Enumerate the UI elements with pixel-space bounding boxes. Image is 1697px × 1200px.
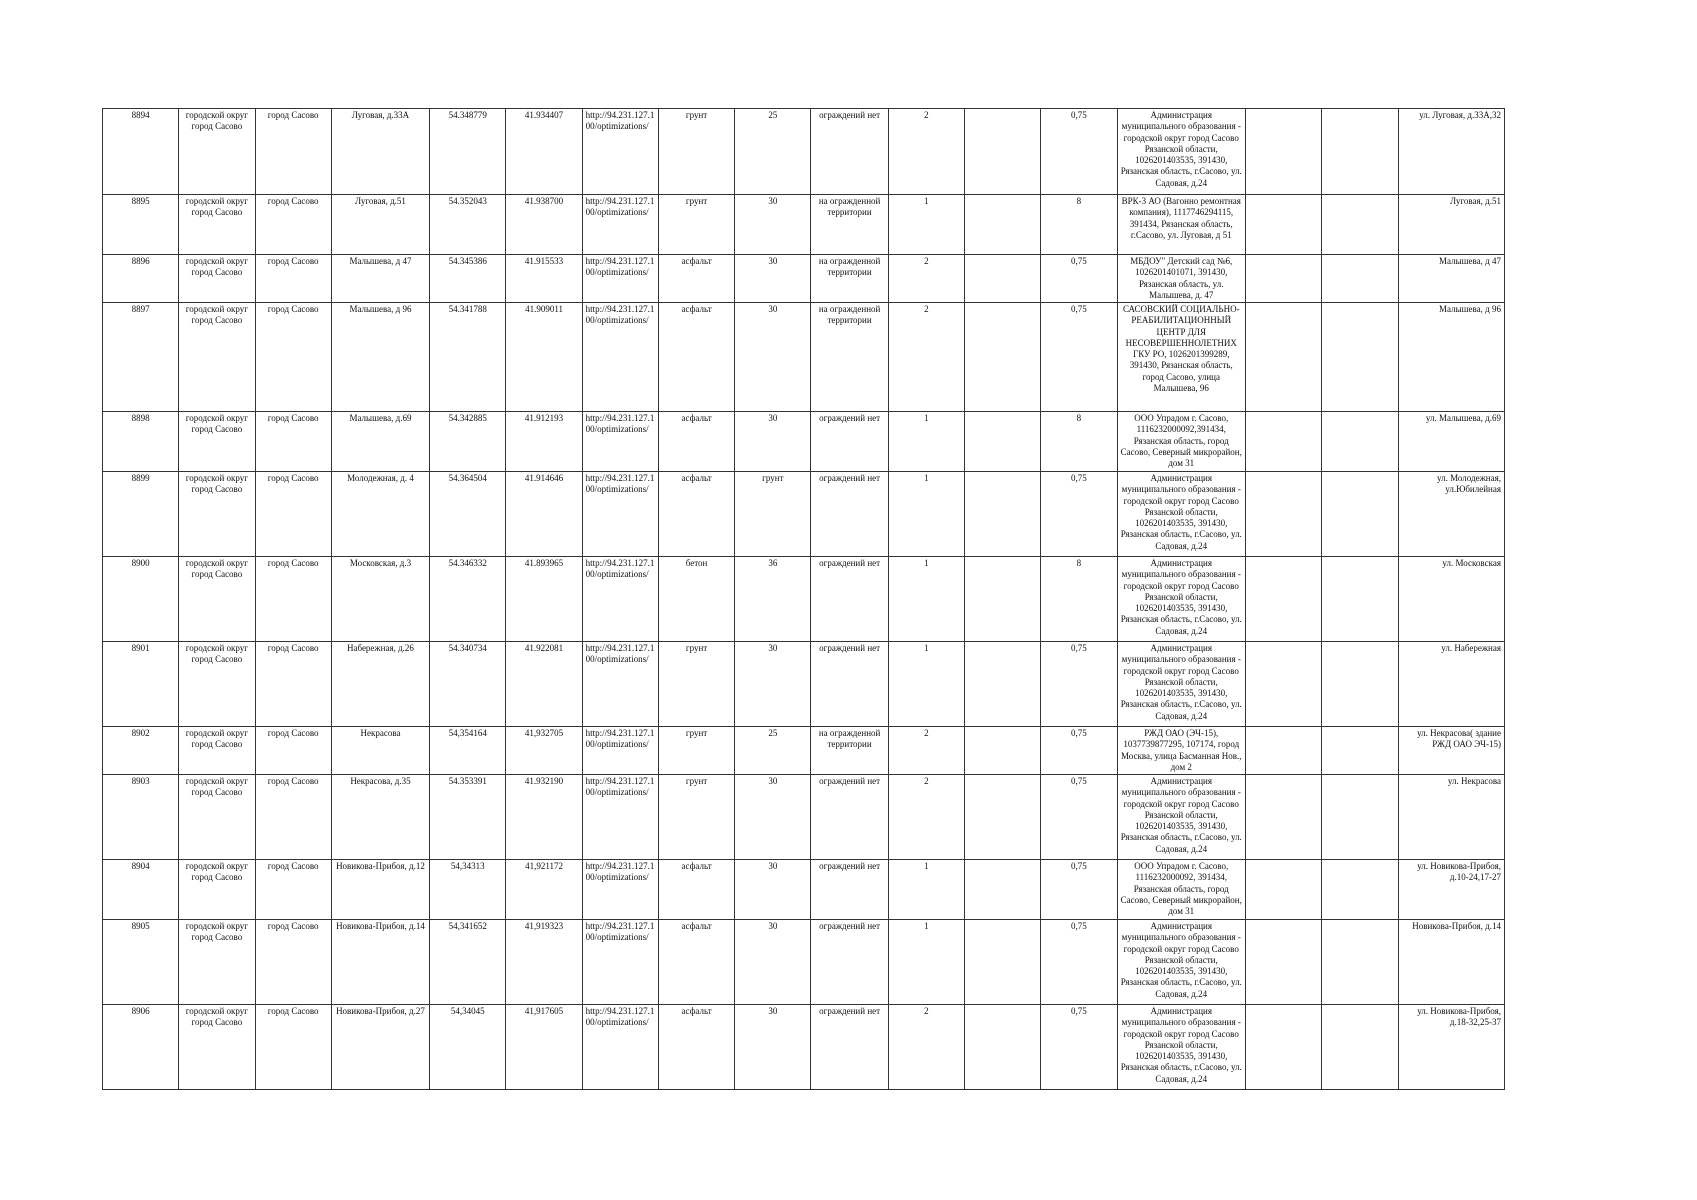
latitude-cell: 54.342885 [430, 412, 506, 472]
street-cell: Малышева, д 47 [331, 255, 429, 303]
empty-cell [1322, 920, 1398, 1005]
table-row [103, 775, 1505, 860]
container-volume-cell: 0,75 [1041, 303, 1117, 412]
row-id-cell: 8905 [103, 920, 179, 1005]
empty-cell [1245, 255, 1321, 303]
district-cell: городской округ город Сасово [179, 920, 255, 1005]
latitude-cell: 54,34045 [430, 1005, 506, 1090]
empty-cell [1245, 775, 1321, 860]
container-volume-cell: 8 [1041, 412, 1117, 472]
served-addresses-cell: ул. Новикова-Прибоя, д.18-32,25-37 [1398, 1005, 1504, 1090]
fence-cell: на огражденной территории [811, 303, 888, 412]
area-cell: 30 [735, 255, 811, 303]
containers-count-cell: 1 [888, 557, 964, 642]
url-cell: http://94.231.127.100/optimizations/ [582, 860, 658, 920]
street-cell: Малышева, д.69 [331, 412, 429, 472]
area-cell: 30 [735, 920, 811, 1005]
latitude-cell: 54,354164 [430, 727, 506, 775]
url-cell: http://94.231.127.100/optimizations/ [582, 727, 658, 775]
row-id-cell: 8896 [103, 255, 179, 303]
url-cell: http://94.231.127.100/optimizations/ [582, 920, 658, 1005]
fence-cell: ограждений нет [811, 412, 888, 472]
table-row [103, 727, 1505, 775]
street-cell: Набережная, д.26 [331, 642, 429, 727]
city-cell: город Сасово [255, 195, 331, 255]
empty-cell [1322, 860, 1398, 920]
owner-cell: ВРК-3 АО (Вагонно ремонтная компания), 1117746294115, 391434, Рязанская область, г.Сасово, ул. Луговая, д 51 [1117, 195, 1245, 255]
latitude-cell: 54.353391 [430, 775, 506, 860]
surface-cell: грунт [658, 195, 734, 255]
latitude-cell: 54.352043 [430, 195, 506, 255]
served-addresses-cell: Малышева, д 96 [1398, 303, 1504, 412]
containers-count-cell: 2 [888, 109, 964, 195]
empty-cell [965, 920, 1041, 1005]
street-cell: Новикова-Прибоя, д.12 [331, 860, 429, 920]
street-cell: Некрасова, д.35 [331, 775, 429, 860]
empty-cell [1245, 1005, 1321, 1090]
city-cell: город Сасово [255, 255, 331, 303]
table-row [103, 109, 1505, 195]
table-row [103, 472, 1505, 557]
row-id-cell: 8906 [103, 1005, 179, 1090]
empty-cell [965, 195, 1041, 255]
surface-cell: асфальт [658, 303, 734, 412]
owner-cell: САСОВСКИЙ СОЦИАЛЬНО-РЕАБИЛИТАЦИОННЫЙ ЦЕНТР ДЛЯ НЕСОВЕРШЕННОЛЕТНИХ ГКУ РО, 1026201399289, 391430, Рязанская область, город Сасово, улица Малышева, 96 [1117, 303, 1245, 412]
empty-cell [1245, 109, 1321, 195]
area-cell: 30 [735, 303, 811, 412]
fence-cell: ограждений нет [811, 775, 888, 860]
street-cell: Московская, д.3 [331, 557, 429, 642]
longitude-cell: 41.915533 [506, 255, 582, 303]
owner-cell: ООО Упрадом г. Сасово, 1116232000092, 391434, Рязанская область, город Сасово, Северный микрорайон, дом 31 [1117, 860, 1245, 920]
containers-count-cell: 1 [888, 195, 964, 255]
empty-cell [1245, 412, 1321, 472]
owner-cell: Администрация муниципального образования - городской округ город Сасово Рязанской области, 1026201403535, 391430, Рязанская область, г.Сасово, ул. Садовая, д.24 [1117, 1005, 1245, 1090]
served-addresses-cell: Новикова-Прибоя, д.14 [1398, 920, 1504, 1005]
row-id-cell: 8899 [103, 472, 179, 557]
city-cell: город Сасово [255, 642, 331, 727]
empty-cell [965, 109, 1041, 195]
fence-cell: ограждений нет [811, 642, 888, 727]
empty-cell [1322, 557, 1398, 642]
surface-cell: грунт [658, 642, 734, 727]
container-volume-cell: 0,75 [1041, 255, 1117, 303]
table-row [103, 642, 1505, 727]
empty-cell [1322, 727, 1398, 775]
url-cell: http://94.231.127.100/optimizations/ [582, 642, 658, 727]
served-addresses-cell: Малышева, д 47 [1398, 255, 1504, 303]
fence-cell: ограждений нет [811, 920, 888, 1005]
containers-count-cell: 2 [888, 775, 964, 860]
served-addresses-cell: Луговая, д.51 [1398, 195, 1504, 255]
empty-cell [1322, 255, 1398, 303]
served-addresses-cell: ул. Луговая, д.33А,32 [1398, 109, 1504, 195]
area-cell: 25 [735, 109, 811, 195]
url-cell: http://94.231.127.100/optimizations/ [582, 195, 658, 255]
fence-cell: на огражденной территории [811, 255, 888, 303]
district-cell: городской округ город Сасово [179, 472, 255, 557]
longitude-cell: 41.934407 [506, 109, 582, 195]
empty-cell [1245, 195, 1321, 255]
city-cell: город Сасово [255, 557, 331, 642]
district-cell: городской округ город Сасово [179, 109, 255, 195]
longitude-cell: 41,917605 [506, 1005, 582, 1090]
street-cell: Молодежная, д. 4 [331, 472, 429, 557]
empty-cell [1245, 920, 1321, 1005]
empty-cell [1322, 412, 1398, 472]
surface-cell: асфальт [658, 412, 734, 472]
latitude-cell: 54.341788 [430, 303, 506, 412]
surface-cell: грунт [658, 727, 734, 775]
container-volume-cell: 0,75 [1041, 1005, 1117, 1090]
row-id-cell: 8902 [103, 727, 179, 775]
served-addresses-cell: ул. Набережная [1398, 642, 1504, 727]
row-id-cell: 8900 [103, 557, 179, 642]
table-row [103, 1005, 1505, 1090]
served-addresses-cell: ул. Малышева, д.69 [1398, 412, 1504, 472]
street-cell: Некрасова [331, 727, 429, 775]
city-cell: город Сасово [255, 303, 331, 412]
district-cell: городской округ город Сасово [179, 255, 255, 303]
owner-cell: Администрация муниципального образования - городской округ город Сасово Рязанской области, 1026201403535, 391430, Рязанская область, г.Сасово, ул. Садовая, д.24 [1117, 557, 1245, 642]
latitude-cell: 54.345386 [430, 255, 506, 303]
longitude-cell: 41.922081 [506, 642, 582, 727]
row-id-cell: 8898 [103, 412, 179, 472]
container-volume-cell: 0,75 [1041, 775, 1117, 860]
surface-cell: бетон [658, 557, 734, 642]
container-volume-cell: 0,75 [1041, 642, 1117, 727]
empty-cell [1245, 557, 1321, 642]
city-cell: город Сасово [255, 860, 331, 920]
containers-count-cell: 1 [888, 860, 964, 920]
city-cell: город Сасово [255, 727, 331, 775]
latitude-cell: 54.348779 [430, 109, 506, 195]
area-cell: 36 [735, 557, 811, 642]
row-id-cell: 8904 [103, 860, 179, 920]
city-cell: город Сасово [255, 775, 331, 860]
longitude-cell: 41,921172 [506, 860, 582, 920]
fence-cell: на огражденной территории [811, 727, 888, 775]
district-cell: городской округ город Сасово [179, 557, 255, 642]
container-volume-cell: 0,75 [1041, 727, 1117, 775]
empty-cell [965, 412, 1041, 472]
owner-cell: Администрация муниципального образования - городской округ город Сасово Рязанской области, 1026201403535, 391430, Рязанская область, г.Сасово, ул. Садовая, д.24 [1117, 775, 1245, 860]
table-row [103, 920, 1505, 1005]
containers-count-cell: 1 [888, 642, 964, 727]
district-cell: городской округ город Сасово [179, 195, 255, 255]
empty-cell [1322, 775, 1398, 860]
empty-cell [1245, 642, 1321, 727]
container-volume-cell: 0,75 [1041, 472, 1117, 557]
served-addresses-cell: ул. Некрасова( здание РЖД ОАО ЭЧ-15) [1398, 727, 1504, 775]
empty-cell [1245, 472, 1321, 557]
waste-sites-table [102, 108, 1505, 1090]
city-cell: город Сасово [255, 1005, 331, 1090]
owner-cell: Администрация муниципального образования - городской округ город Сасово Рязанской области, 1026201403535, 391430, Рязанская область, г.Сасово, ул. Садовая, д.24 [1117, 109, 1245, 195]
area-cell: 30 [735, 860, 811, 920]
row-id-cell: 8897 [103, 303, 179, 412]
surface-cell: асфальт [658, 472, 734, 557]
containers-count-cell: 2 [888, 1005, 964, 1090]
fence-cell: на огражденной территории [811, 195, 888, 255]
longitude-cell: 41.914646 [506, 472, 582, 557]
district-cell: городской округ город Сасово [179, 303, 255, 412]
empty-cell [965, 303, 1041, 412]
district-cell: городской округ город Сасово [179, 642, 255, 727]
fence-cell: ограждений нет [811, 860, 888, 920]
served-addresses-cell: ул. Новикова-Прибоя, д.10-24,17-27 [1398, 860, 1504, 920]
table-row [103, 557, 1505, 642]
latitude-cell: 54,34313 [430, 860, 506, 920]
container-volume-cell: 8 [1041, 557, 1117, 642]
container-volume-cell: 0,75 [1041, 860, 1117, 920]
district-cell: городской округ город Сасово [179, 775, 255, 860]
surface-cell: асфальт [658, 920, 734, 1005]
district-cell: городской округ город Сасово [179, 727, 255, 775]
fence-cell: ограждений нет [811, 472, 888, 557]
url-cell: http://94.231.127.100/optimizations/ [582, 1005, 658, 1090]
area-cell: 30 [735, 642, 811, 727]
empty-cell [1322, 472, 1398, 557]
longitude-cell: 41.909011 [506, 303, 582, 412]
latitude-cell: 54.364504 [430, 472, 506, 557]
fence-cell: ограждений нет [811, 109, 888, 195]
surface-cell: асфальт [658, 860, 734, 920]
longitude-cell: 41.912193 [506, 412, 582, 472]
container-volume-cell: 0,75 [1041, 920, 1117, 1005]
empty-cell [1322, 642, 1398, 727]
table-row [103, 255, 1505, 303]
city-cell: город Сасово [255, 472, 331, 557]
empty-cell [1245, 860, 1321, 920]
container-volume-cell: 0,75 [1041, 109, 1117, 195]
row-id-cell: 8895 [103, 195, 179, 255]
empty-cell [1322, 195, 1398, 255]
area-cell: 30 [735, 195, 811, 255]
area-cell: 30 [735, 775, 811, 860]
row-id-cell: 8903 [103, 775, 179, 860]
street-cell: Новикова-Прибоя, д.14 [331, 920, 429, 1005]
url-cell: http://94.231.127.100/optimizations/ [582, 557, 658, 642]
surface-cell: грунт [658, 109, 734, 195]
street-cell: Малышева, д 96 [331, 303, 429, 412]
area-cell: 30 [735, 412, 811, 472]
surface-cell: грунт [658, 775, 734, 860]
url-cell: http://94.231.127.100/optimizations/ [582, 109, 658, 195]
city-cell: город Сасово [255, 412, 331, 472]
longitude-cell: 41.932190 [506, 775, 582, 860]
containers-count-cell: 2 [888, 255, 964, 303]
table-row [103, 860, 1505, 920]
row-id-cell: 8901 [103, 642, 179, 727]
district-cell: городской округ город Сасово [179, 1005, 255, 1090]
table-row [103, 303, 1505, 412]
containers-count-cell: 2 [888, 303, 964, 412]
area-cell: грунт [735, 472, 811, 557]
owner-cell: Администрация муниципального образования - городской округ город Сасово Рязанской области, 1026201403535, 391430, Рязанская область, г.Сасово, ул. Садовая, д.24 [1117, 472, 1245, 557]
served-addresses-cell: ул. Некрасова [1398, 775, 1504, 860]
table-row [103, 412, 1505, 472]
owner-cell: Администрация муниципального образования - городской округ город Сасово Рязанской области, 1026201403535, 391430, Рязанская область, г.Сасово, ул. Садовая, д.24 [1117, 920, 1245, 1005]
longitude-cell: 41,919323 [506, 920, 582, 1005]
container-volume-cell: 8 [1041, 195, 1117, 255]
longitude-cell: 41.938700 [506, 195, 582, 255]
empty-cell [1245, 303, 1321, 412]
url-cell: http://94.231.127.100/optimizations/ [582, 472, 658, 557]
served-addresses-cell: ул. Московская [1398, 557, 1504, 642]
owner-cell: Администрация муниципального образования - городской округ город Сасово Рязанской области, 1026201403535, 391430, Рязанская область, г.Сасово, ул. Садовая, д.24 [1117, 642, 1245, 727]
empty-cell [1322, 1005, 1398, 1090]
owner-cell: МБДОУ" Детский сад №6, 1026201401071, 391430, Рязанская область, ул. Малышева, д. 47 [1117, 255, 1245, 303]
owner-cell: ООО Упрадом г. Сасово, 1116232000092,391434, Рязанская область, город Сасово, Северный микрорайон, дом 31 [1117, 412, 1245, 472]
empty-cell [965, 472, 1041, 557]
latitude-cell: 54.346332 [430, 557, 506, 642]
empty-cell [1322, 303, 1398, 412]
empty-cell [965, 860, 1041, 920]
containers-count-cell: 1 [888, 412, 964, 472]
street-cell: Новикова-Прибоя, д.27 [331, 1005, 429, 1090]
area-cell: 30 [735, 1005, 811, 1090]
url-cell: http://94.231.127.100/optimizations/ [582, 303, 658, 412]
empty-cell [965, 775, 1041, 860]
empty-cell [1245, 727, 1321, 775]
street-cell: Луговая, д.33А [331, 109, 429, 195]
containers-count-cell: 1 [888, 920, 964, 1005]
empty-cell [965, 1005, 1041, 1090]
district-cell: городской округ город Сасово [179, 412, 255, 472]
fence-cell: ограждений нет [811, 557, 888, 642]
owner-cell: РЖД ОАО (ЭЧ-15), 1037739877295, 107174, город Москва, улица Басманная Нов., дом 2 [1117, 727, 1245, 775]
area-cell: 25 [735, 727, 811, 775]
empty-cell [1322, 109, 1398, 195]
street-cell: Луговая, д.51 [331, 195, 429, 255]
district-cell: городской округ город Сасово [179, 860, 255, 920]
url-cell: http://94.231.127.100/optimizations/ [582, 412, 658, 472]
fence-cell: ограждений нет [811, 1005, 888, 1090]
latitude-cell: 54,341652 [430, 920, 506, 1005]
table-row [103, 195, 1505, 255]
empty-cell [965, 642, 1041, 727]
latitude-cell: 54.340734 [430, 642, 506, 727]
city-cell: город Сасово [255, 920, 331, 1005]
longitude-cell: 41,932705 [506, 727, 582, 775]
url-cell: http://94.231.127.100/optimizations/ [582, 255, 658, 303]
containers-count-cell: 2 [888, 727, 964, 775]
row-id-cell: 8894 [103, 109, 179, 195]
surface-cell: асфальт [658, 255, 734, 303]
empty-cell [965, 727, 1041, 775]
url-cell: http://94.231.127.100/optimizations/ [582, 775, 658, 860]
empty-cell [965, 255, 1041, 303]
served-addresses-cell: ул. Молодежная, ул.Юбилейная [1398, 472, 1504, 557]
empty-cell [965, 557, 1041, 642]
surface-cell: асфальт [658, 1005, 734, 1090]
longitude-cell: 41.893965 [506, 557, 582, 642]
containers-count-cell: 1 [888, 472, 964, 557]
city-cell: город Сасово [255, 109, 331, 195]
